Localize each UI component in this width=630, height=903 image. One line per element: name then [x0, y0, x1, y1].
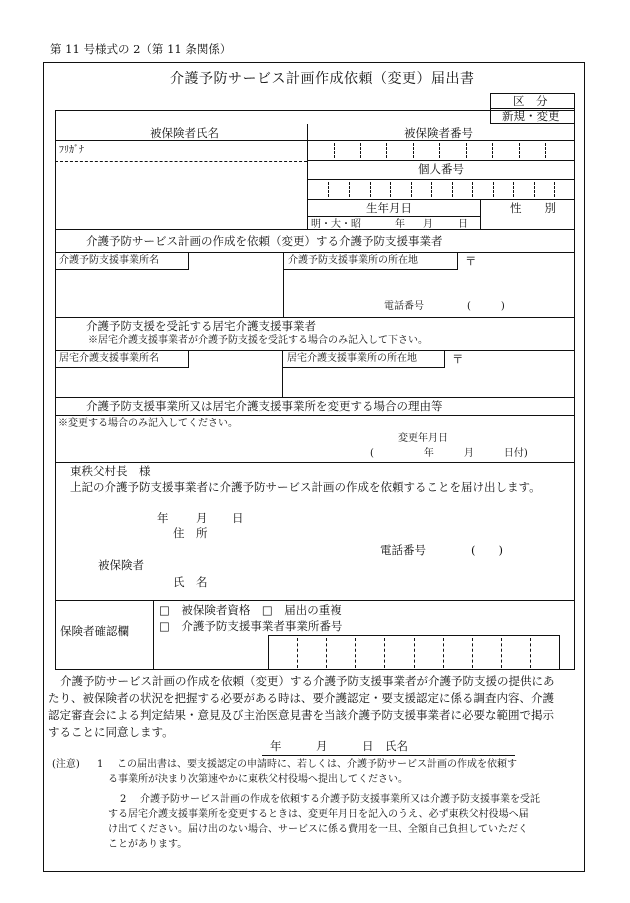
- note-2-line-1: 介護予防サービス計画の作成を依頼する介護予防支援事業所又は介護予防支援事業を受託: [140, 794, 540, 805]
- consent-line-2: たり、被保険者の状況を把握する必要がある時は、要介護認定・要支援認定に係る調査内容、介護: [48, 691, 554, 705]
- section1-office-name-label: 介護予防支援事業所名: [59, 255, 159, 266]
- insured-number-cells[interactable]: [307, 140, 575, 160]
- declaration-insured-label: 被保険者: [98, 558, 144, 572]
- declaration-phone-field[interactable]: ( ): [471, 543, 503, 557]
- form-title: 介護予防サービス計画作成依頼（変更）届出書: [170, 71, 475, 87]
- section1-office-name-field[interactable]: [60, 272, 278, 314]
- declaration-month: 月: [196, 511, 208, 525]
- birthdate-month: 月: [423, 219, 433, 230]
- declaration-phone-label: 電話番号: [380, 543, 426, 557]
- section2-header: 介護予防支援を受託する居宅介護支援事業者: [86, 319, 316, 333]
- notes-label: (注意): [52, 759, 80, 770]
- section2-postal-mark: 〒: [452, 352, 464, 366]
- note-2-number: 2: [120, 794, 127, 805]
- section2-office-name-label: 居宅介護支援事業所名: [59, 353, 159, 364]
- note-2-line-3: け出てください。届け出のない場合、サービスに係る費用を一旦、全額自己負担していただく: [108, 824, 528, 835]
- note-1-line-2: る事業所が決まり次第速やかに東秩父村役場へ提出してください。: [108, 774, 408, 785]
- declaration-addressee: 東秩父村長 様: [70, 464, 151, 478]
- section2-office-address-label: 居宅介護支援事業所の所在地: [287, 353, 417, 364]
- consent-line-1: 介護予防サービス計画の作成を依頼（変更）する介護予防支援事業者が介護予防支援の提供にあ: [60, 674, 555, 688]
- section1-office-address-label: 介護予防支援事業所の所在地: [288, 255, 418, 266]
- insured-name-field[interactable]: [60, 164, 300, 224]
- insured-name-label: 被保険者氏名: [150, 126, 219, 140]
- declaration-name-label: 氏 名: [173, 575, 208, 589]
- insurer-check-item-1[interactable]: □ 被保険者資格 □ 届出の重複: [159, 603, 342, 617]
- sex-label: 性 別: [510, 201, 556, 215]
- consent-line-4: することに同意します。: [48, 725, 174, 739]
- birthdate-label: 生年月日: [366, 201, 412, 215]
- insurer-check-item-2[interactable]: □ 介護予防支援事業者事業所番号: [159, 619, 343, 633]
- declaration-address-label: 住 所: [173, 526, 208, 540]
- section1-postal-mark: 〒: [465, 254, 477, 268]
- consent-signature-field[interactable]: [420, 739, 515, 755]
- declaration-name-field[interactable]: [215, 572, 515, 592]
- insured-number-label: 被保険者番号: [404, 126, 473, 140]
- section1-phone-label: 電話番号: [384, 301, 424, 312]
- section1-header: 介護予防サービス計画の作成を依頼（変更）する介護予防支援事業者: [86, 234, 443, 248]
- declaration-year: 年: [157, 511, 169, 525]
- birthdate-day: 日: [458, 219, 468, 230]
- section2-note: ※居宅介護支援事業者が介護予防支援を受託する場合のみ記入して下さい。: [88, 335, 428, 346]
- change-date-field[interactable]: ( 年 月 日付): [370, 448, 528, 459]
- note-1-number: 1: [97, 759, 104, 770]
- section3-note: ※変更する場合のみ記入してください。: [58, 418, 238, 429]
- category-value[interactable]: 新規・変更: [502, 109, 560, 123]
- section2-office-name-field[interactable]: [60, 370, 278, 394]
- birthdate-era[interactable]: 明・大・昭: [311, 219, 361, 230]
- section1-phone-field[interactable]: ( ): [467, 301, 505, 312]
- declaration-text: 上記の介護予防支援事業者に介護予防サービス計画の作成を依頼することを届け出します。: [70, 480, 541, 494]
- declaration-day: 日: [232, 511, 244, 525]
- note-2-line-2: する居宅介護支援事業所を変更するときは、変更年月日を記入のうえ、必ず東秩父村役場へ届: [108, 809, 529, 820]
- change-date-label: 変更年月日: [398, 433, 448, 444]
- furigana-label: ﾌﾘｶﾞﾅ: [59, 145, 84, 156]
- note-1-line-1: この届出書は、要支援認定の申請時に、若しくは、介護予防サービス計画の作成を依頼す: [117, 759, 517, 770]
- category-label: 区 分: [513, 94, 548, 108]
- insurer-check-label: 保険者確認欄: [60, 624, 129, 638]
- section3-header: 介護予防支援事業所又は居宅介護支援事業所を変更する場合の理由等: [86, 399, 443, 413]
- personal-number-label: 個人番号: [418, 162, 464, 176]
- consent-line-3: 認定審査会による判定結果・意見及び主治医意見書を当該介護予防支援事業者に必要な範囲で掲示: [48, 708, 554, 722]
- consent-signature: 年 月 日 氏名: [270, 739, 408, 753]
- form-number: 第 11 号様式の 2（第 11 条関係）: [50, 42, 232, 56]
- note-2-line-4: ことがあります。: [108, 839, 188, 850]
- birthdate-year: 年: [395, 219, 405, 230]
